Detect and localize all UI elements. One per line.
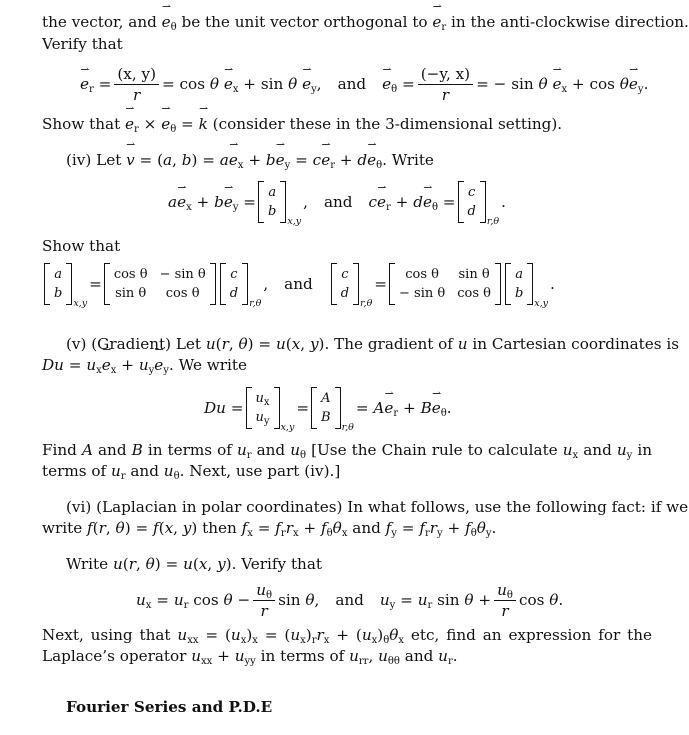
vector-cd-rtheta-lhs: c d r,θ <box>331 263 373 305</box>
part-vi-line-3: Write u(r, θ) = u(x, y). Verify that <box>66 555 322 573</box>
fraction-er: $\frac{(x, y)}{r}$ <box>114 65 159 104</box>
part-vi-next-line-2: Laplace’s operator $u_{xx} + u_{yy}$ in terms of $u_{rr}$, $u_{\theta\theta}$ and $u_r$. <box>42 647 458 667</box>
part-iv-intro: (iv) Let ⇀ v = (a, b) = a⇀ $e_x$ + b⇀ $e_y$ = c⇀ $e_r$ + d⇀ $e_\theta$. Write <box>66 150 434 170</box>
vector-ab-xy-rhs: a b x,y <box>505 263 548 305</box>
section-heading: Fourier Series and P.D.E <box>66 698 273 716</box>
gradient-equation: Du = $u_x$ $u_y$ x,y = A B r,θ = A⇀ $e_r$ + B⇀ $e_\theta$. <box>204 384 452 432</box>
ux-uy-polar-equation: $u_x = u_r$ cos θ − $\frac{u_\theta}{r}$ sin θ, and $u_y = u_r$ sin θ + $\frac{u_\theta}{r}$ cos θ. <box>136 580 564 620</box>
part-iv-write-equation: a⇀ $e_x$ + b⇀ $e_y$ = a b x,y , and c⇀ $e_r$ + d⇀ $e_\theta$ = c d r,θ . <box>168 178 506 226</box>
show-that-label: Show that <box>42 237 121 255</box>
vector-ab-xy: a b x,y <box>258 181 301 223</box>
fraction-utheta-r-2: $\frac{u_\theta}{r}$ <box>494 581 516 620</box>
part-v-line-2: $Du = u_x⇀$ $e_x$ + $u_y⇀$ $e_y$. We write <box>42 355 247 375</box>
vector-cd-rtheta-rhs: c d r,θ <box>220 263 262 305</box>
cross-product-statement: Show that ⇀ $e_r$ × ⇀ $e_\theta$ = ⇀ k (consider these in the 3-dimensional setting). <box>42 114 562 134</box>
rotation-matrix-equations: a b x,y = cos θ − sin θ sin θ cos θ c d r,θ , and c d r,θ = cos θ sin θ − sin θ cos θ a b x,y . <box>42 260 555 308</box>
vector-ab-xy-lhs: a b x,y <box>44 263 87 305</box>
part-vi-line-2: write f(r, θ) = f(x, y) then $f_x = f_rr_x + f_\theta\theta_x$ and $f_y = f_rr_y + f_\theta\theta_y$. <box>42 519 497 539</box>
intro-line-2: Verify that <box>42 35 123 53</box>
part-vi-line-1: (vi) (Laplacian in polar coordinates) In what follows, use the following fact: if we <box>66 498 689 516</box>
part-vi-next-line-1: Next, using that $u_{xx} = (u_x)_x = (u_x)_rr_x + (u_x)_\theta\theta_x$ etc, find an expression for the <box>42 626 653 646</box>
rotation-matrix-1: cos θ − sin θ sin θ cos θ <box>104 263 216 305</box>
intro-line-1: the vector, and ⇀ $e_\theta$ be the unit vector orthogonal to ⇀ $e_r$ in the anti-clockwise direction. <box>42 12 652 32</box>
part-v-find-line-1: Find A and B in terms of $u_r$ and $u_\theta$ [Use the Chain rule to calculate $u_x$ and $u_y$ in <box>42 441 652 461</box>
part-v-line-1: (v) (Gradient) Let u(r, θ) = u(x, y). The gradient of u in Cartesian coordinates is <box>66 335 680 353</box>
vector-A-B: A B r,θ <box>311 387 354 429</box>
rotation-matrix-2: cos θ sin θ − sin θ cos θ <box>389 263 501 305</box>
fraction-etheta: $\frac{(-y, x)}{r}$ <box>418 65 473 104</box>
polar-unit-vectors-equation: ⇀ $e_r$ = $\frac{(x, y)}{r}$ = cos θ ⇀ $e_x + \sin \theta$ ⇀ $e_y$, and ⇀ $e_\theta$ = $\frac{(-y, x)}{r}$ = − sin θ ⇀ $e_x + \cos$ θ⇀ $e_y$. <box>80 62 648 106</box>
vector-cd-rtheta: c d r,θ <box>458 181 500 223</box>
part-v-find-line-2: terms of $u_r$ and $u_\theta$. Next, use part (iv).] <box>42 462 341 482</box>
fraction-utheta-r-1: $\frac{u_\theta}{r}$ <box>253 581 275 620</box>
vector-ux-uy: $u_x$ $u_y$ x,y <box>246 387 295 429</box>
